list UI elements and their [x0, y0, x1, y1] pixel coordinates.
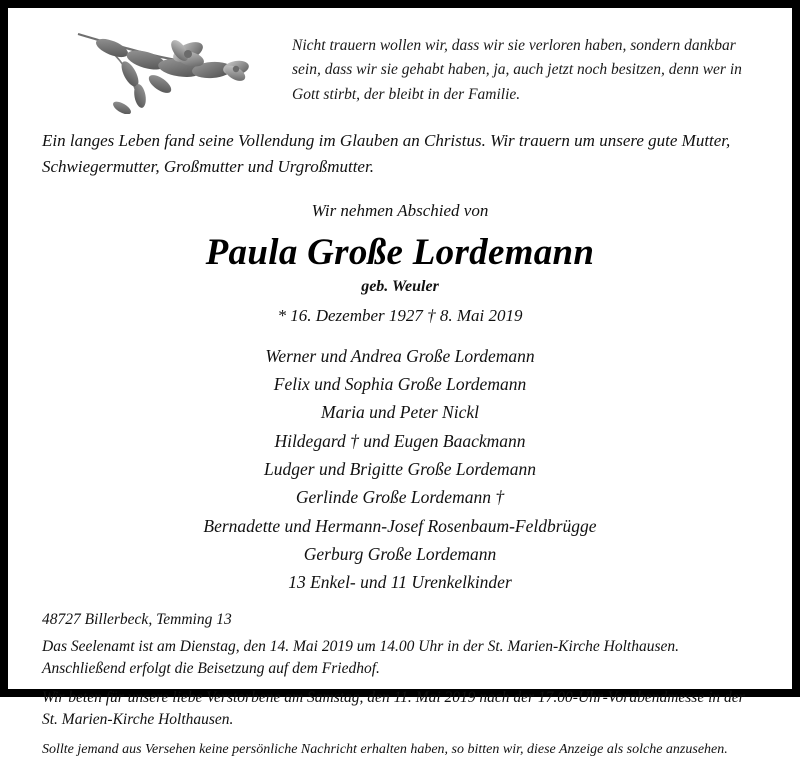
- farewell-text: Wir nehmen Abschied von: [311, 201, 489, 220]
- header-row: [42, 22, 758, 114]
- address-line: 48727 Billerbeck, Temming 13: [42, 610, 232, 628]
- mourners-list: [42, 342, 758, 597]
- birth-death-dates: * 16. Dezember 1927 † 8. Mai 2019: [277, 305, 523, 325]
- list-item: Maria und Peter Nickl: [321, 402, 479, 423]
- obituary-content: [8, 8, 792, 757]
- deceased-name: Paula Große Lordemann: [205, 232, 595, 273]
- list-item: Hildegard † und Eugen Baackmann: [274, 430, 526, 451]
- list-item: Werner und Andrea Große Lordemann: [265, 345, 535, 366]
- list-item: Bernadette und Hermann-Josef Rosenbaum-Feldbrügge: [203, 515, 597, 536]
- list-item: Felix und Sophia Große Lordemann: [273, 374, 527, 395]
- list-item: 13 Enkel- und 11 Urenkelkinder: [288, 572, 512, 593]
- list-item: Gerlinde Große Lordemann †: [295, 487, 505, 508]
- list-item: Gerburg Große Lordemann: [303, 544, 497, 565]
- motto-text: Nicht trauern wollen wir, dass wir sie verloren haben, sondern dankbar sein, dass wir sie gehabt haben, ja, auch jetzt noch besitzen, denn wer in Gott stirbt, der bleibt in der Familie.: [292, 37, 742, 103]
- closing-note: Sollte jemand aus Versehen keine persönliche Nachricht erhalten haben, so bitten wir, diese Anzeige als solche anzusehen.: [42, 741, 728, 757]
- service-note: Das Seelenamt ist am Dienstag, den 14. Mai 2019 um 14.00 Uhr in der St. Marien-Kirche Holthausen. Anschließend erfolgt die Beisetzung auf dem Friedhof.: [42, 637, 680, 677]
- intro-text: Ein langes Leben fand seine Vollendung im Glauben an Christus. Wir trauern um unsere gute Mutter, Schwiegermutter, Großmutter und Urgroßmutter.: [42, 131, 731, 176]
- maiden-name: geb. Weuler: [361, 277, 439, 295]
- list-item: Ludger und Brigitte Große Lordemann: [264, 459, 536, 480]
- flower-branch-icon: [42, 22, 292, 114]
- prayer-note: Wir beten für unsere liebe Verstorbene am Samstag, den 11. Mai 2019 nach der 17.00-Uhr-Vorabendmesse in der St. Marien-Kirche Holthausen.: [42, 688, 745, 728]
